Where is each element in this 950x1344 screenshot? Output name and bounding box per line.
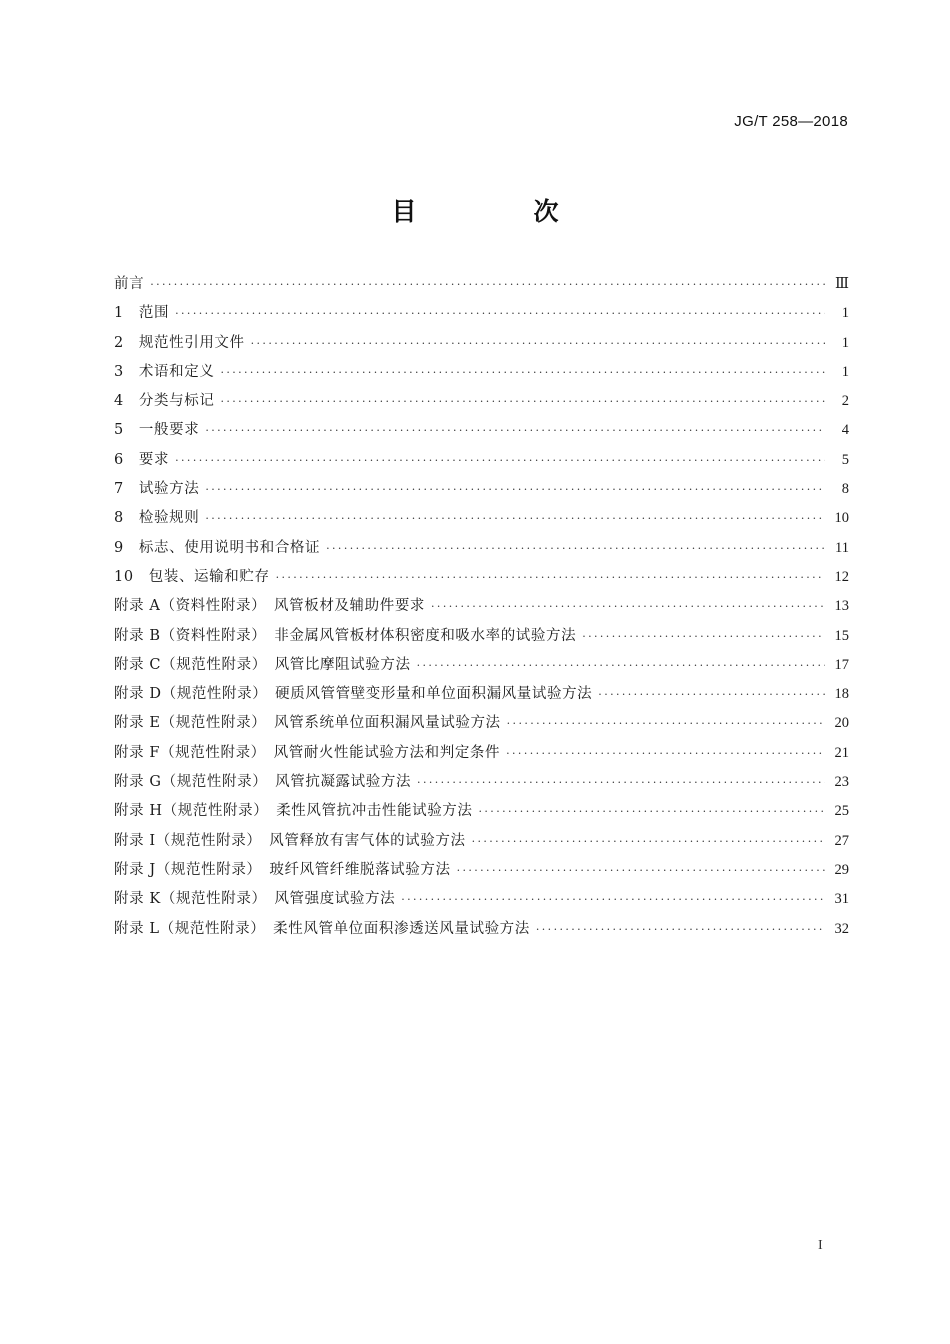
toc-entry[interactable] (114, 592, 849, 621)
toc-entry-page: 13 (834, 598, 849, 615)
toc-entry-page: 25 (834, 803, 849, 820)
toc-entry[interactable] (114, 739, 849, 768)
toc-entry-title: 8 检验规则 (114, 510, 200, 527)
toc-entry-title: 附录 B（资料性附录） 非金属风管板材体积密度和吸水率的试验方法 (114, 627, 577, 644)
toc-entry-title: 10 包装、运输和贮存 (114, 568, 270, 585)
toc-entry[interactable] (114, 416, 849, 445)
toc-entry[interactable] (114, 563, 849, 592)
toc-leader-dots (175, 299, 825, 328)
table-of-contents (114, 270, 849, 944)
toc-entry-page: 8 (841, 481, 849, 498)
toc-entry-page: 15 (834, 627, 849, 644)
toc-entry[interactable] (114, 768, 849, 797)
toc-leader-dots (175, 446, 825, 475)
toc-leader-dots (417, 651, 825, 680)
toc-entry-title: 附录 E（规范性附录） 风管系统单位面积漏风量试验方法 (114, 715, 501, 732)
toc-leader-dots (582, 622, 825, 651)
toc-entry-page: 12 (834, 568, 849, 585)
toc-entry-title: 附录 D（规范性附录） 硬质风管管壁变形量和单位面积漏风量试验方法 (114, 686, 593, 703)
toc-entry[interactable] (114, 856, 849, 885)
toc-entry-title: 9 标志、使用说明书和合格证 (114, 539, 321, 556)
toc-entry[interactable] (114, 446, 849, 475)
toc-leader-dots (506, 739, 825, 768)
toc-entry-page: 20 (834, 715, 849, 732)
toc-entry-page: 1 (841, 334, 849, 351)
toc-entry[interactable] (114, 504, 849, 533)
toc-leader-dots (401, 885, 825, 914)
toc-entry[interactable] (114, 827, 849, 856)
toc-leader-dots (220, 358, 825, 387)
toc-entry-title: 附录 H（规范性附录） 柔性风管抗冲击性能试验方法 (114, 803, 473, 820)
toc-entry-title: 前言 (114, 276, 145, 292)
toc-leader-dots (536, 915, 825, 944)
toc-entry-title: 附录 C（规范性附录） 风管比摩阻试验方法 (114, 656, 411, 673)
toc-entry-title: 附录 F（规范性附录） 风管耐火性能试验方法和判定条件 (114, 744, 501, 761)
toc-entry[interactable] (114, 475, 849, 504)
toc-entry-page: 2 (841, 393, 849, 410)
toc-entry-page: 32 (834, 920, 849, 937)
toc-entry[interactable] (114, 270, 849, 299)
toc-entry-page: 11 (835, 539, 849, 556)
toc-leader-dots (220, 387, 825, 416)
page-number: I (818, 1238, 823, 1253)
toc-entry-page: 27 (834, 832, 849, 849)
toc-leader-dots (326, 534, 825, 563)
toc-leader-dots (417, 768, 825, 797)
toc-leader-dots (205, 416, 825, 445)
toc-entry-page: 29 (834, 861, 849, 878)
document-code: JG/T 258—2018 (734, 113, 848, 130)
toc-leader-dots (276, 563, 825, 592)
toc-entry-title: 附录 A（资料性附录） 风管板材及辅助件要求 (114, 598, 426, 615)
toc-entry-title: 5 一般要求 (114, 422, 200, 439)
toc-entry-title: 附录 J（规范性附录） 玻纤风管纤维脱落试验方法 (114, 861, 451, 878)
toc-entry[interactable] (114, 358, 849, 387)
toc-entry-page: 1 (841, 363, 849, 380)
toc-entry-title: 4 分类与标记 (114, 393, 215, 410)
toc-entry-title: 2 规范性引用文件 (114, 334, 245, 351)
toc-entry-title: 附录 L（规范性附录） 柔性风管单位面积渗透送风量试验方法 (114, 920, 530, 937)
toc-leader-dots (150, 270, 825, 299)
toc-entry-page: 5 (841, 451, 849, 468)
toc-entry[interactable] (114, 387, 849, 416)
toc-entry[interactable] (114, 299, 849, 328)
toc-entry-page: Ⅲ (835, 276, 849, 292)
toc-entry-page: 10 (834, 510, 849, 527)
toc-entry[interactable] (114, 534, 849, 563)
toc-entry[interactable] (114, 622, 849, 651)
toc-leader-dots (457, 856, 825, 885)
toc-entry[interactable] (114, 915, 849, 944)
toc-entry[interactable] (114, 651, 849, 680)
toc-entry-page: 4 (841, 422, 849, 439)
toc-entry[interactable] (114, 709, 849, 738)
toc-entry[interactable] (114, 680, 849, 709)
toc-entry-page: 17 (834, 656, 849, 673)
toc-entry-page: 18 (834, 686, 849, 703)
toc-entry[interactable] (114, 885, 849, 914)
toc-entry-page: 23 (834, 774, 849, 791)
toc-leader-dots (205, 504, 825, 533)
toc-leader-dots (472, 827, 825, 856)
toc-entry-title: 3 术语和定义 (114, 363, 215, 380)
toc-leader-dots (431, 592, 825, 621)
toc-leader-dots (507, 709, 825, 738)
toc-entry-title: 6 要求 (114, 451, 170, 468)
toc-entry-title: 1 范围 (114, 305, 170, 322)
toc-entry-title: 7 试验方法 (114, 481, 200, 498)
toc-leader-dots (251, 329, 825, 358)
toc-entry[interactable] (114, 797, 849, 826)
toc-entry-page: 21 (834, 744, 849, 761)
page-title: 目 次 (391, 197, 605, 226)
toc-entry-title: 附录 I（规范性附录） 风管释放有害气体的试验方法 (114, 832, 466, 849)
toc-leader-dots (598, 680, 825, 709)
toc-entry-title: 附录 K（规范性附录） 风管强度试验方法 (114, 891, 396, 908)
toc-entry-page: 1 (841, 305, 849, 322)
toc-leader-dots (479, 797, 825, 826)
toc-entry-title: 附录 G（规范性附录） 风管抗凝露试验方法 (114, 774, 412, 791)
toc-entry-page: 31 (834, 891, 849, 908)
toc-leader-dots (205, 475, 825, 504)
toc-entry[interactable] (114, 329, 849, 358)
